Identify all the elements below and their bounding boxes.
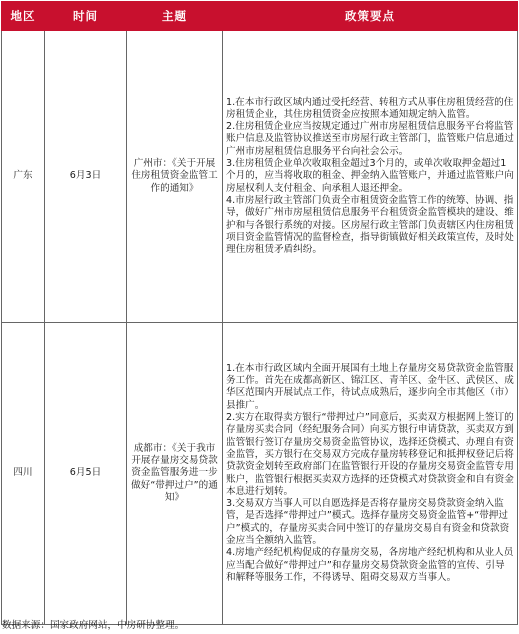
table-header-row [2,2,518,31]
policy-point: 4.市房屋行政主管部门负责全市租赁资金监管工作的统筹、协调、指导，做好广州市房屋租赁信息服务平台租赁资金监管模块的建设、维护和与各银行系统的对接。区房屋行政主管部门负责辖区内住房租赁项目资金监管情况的监督检查，指导街镇做好相关政策宣传，及时处理住房租赁矛盾纠纷。 [226,194,514,256]
policy-point: 3.交易双方当事人可以自愿选择是否将存量房交易贷款资金纳入监管，是否选择“带押过户”模式。选择存量房交易资金监管+“带押过户”模式的，存量房买卖合同中签订的存量房交易自有资金和贷款资金应当全额纳入监管。 [226,498,510,546]
policy-point: 1.在本市行政区域内全面开展国有土地上存量房交易贷款资金监管服务工作。首先在成都高新区、锦江区、青羊区、金牛区、武侯区、成华区范围内开展试点工作，待试点成熟后，逐步向全市其他区（市）县推广。 [226,362,514,411]
header-points: 政策要点 [223,2,518,31]
table-row [2,31,518,323]
policy-point: 2.实方在取得卖方银行“带押过户”同意后，买卖双方根据网上签订的存量房买卖合同（经纪服务合同）向买方银行申请贷款，买卖双方到监管银行签订存量房交易资金监管协议，选择还贷模式、办理自有资金监管，买方银行在交易双方完成存量房转移登记和抵押权登记后将贷款资金划转至政府部门在监管银行开设的存量房交易资金监管专用账户，监管银行根据买卖双方选择的还贷模式对贷款资金和自有资金本息进行划转。 [226,412,514,497]
header-topic: 主题 [127,2,223,31]
cell-date: 6月3日 [45,31,127,323]
cell-date: 6月5日 [45,323,127,625]
cell-topic: 广州市：《关于开展住房租赁资金监管工作的通知》 [127,31,223,323]
policy-point: 3.住房租赁企业单次收取租金超过3个月的，或单次收取押金超过1个月的，应当将收取的租金、押金纳入监管账户，并通过监管账户向房屋权利人支付租金、向承租人退还押金。 [226,158,514,194]
table-row [2,323,518,625]
cell-points [223,323,518,625]
cell-region: 四川 [2,323,45,625]
cell-region: 广东 [2,31,45,323]
data-source-note: 数据来源：国家政府网站，中房研协整理。 [2,620,185,631]
policy-point: 4.房地产经纪机构促成的存量房交易，各房地产经纪机构和从业人员应当配合做好“带押过户”和存量房交易贷款资金监管的宣传、引导和解释等服务工作，不得诱导、阻碍交易双方当事人。 [226,547,514,583]
cell-points [223,31,518,323]
header-date: 时间 [45,2,127,31]
cell-topic: 成都市：《关于我市开展存量房交易贷款资金监管服务进一步做好“带押过户”的通知》 [127,323,223,625]
policy-table [1,1,518,625]
policy-point: 1.在本市行政区域内通过受托经营、转租方式从事住房租赁经营的住房租赁企业，其住房租赁资金应按照本通知规定纳入监管。 [226,96,514,120]
header-region: 地区 [2,2,45,31]
policy-point: 2.住房租赁企业应当按规定通过广州市房屋租赁信息服务平台将监管账户信息及监管协议推送至市房屋行政主管部门，监管账户信息通过广州市房屋租赁信息服务平台向社会公示。 [226,121,514,157]
